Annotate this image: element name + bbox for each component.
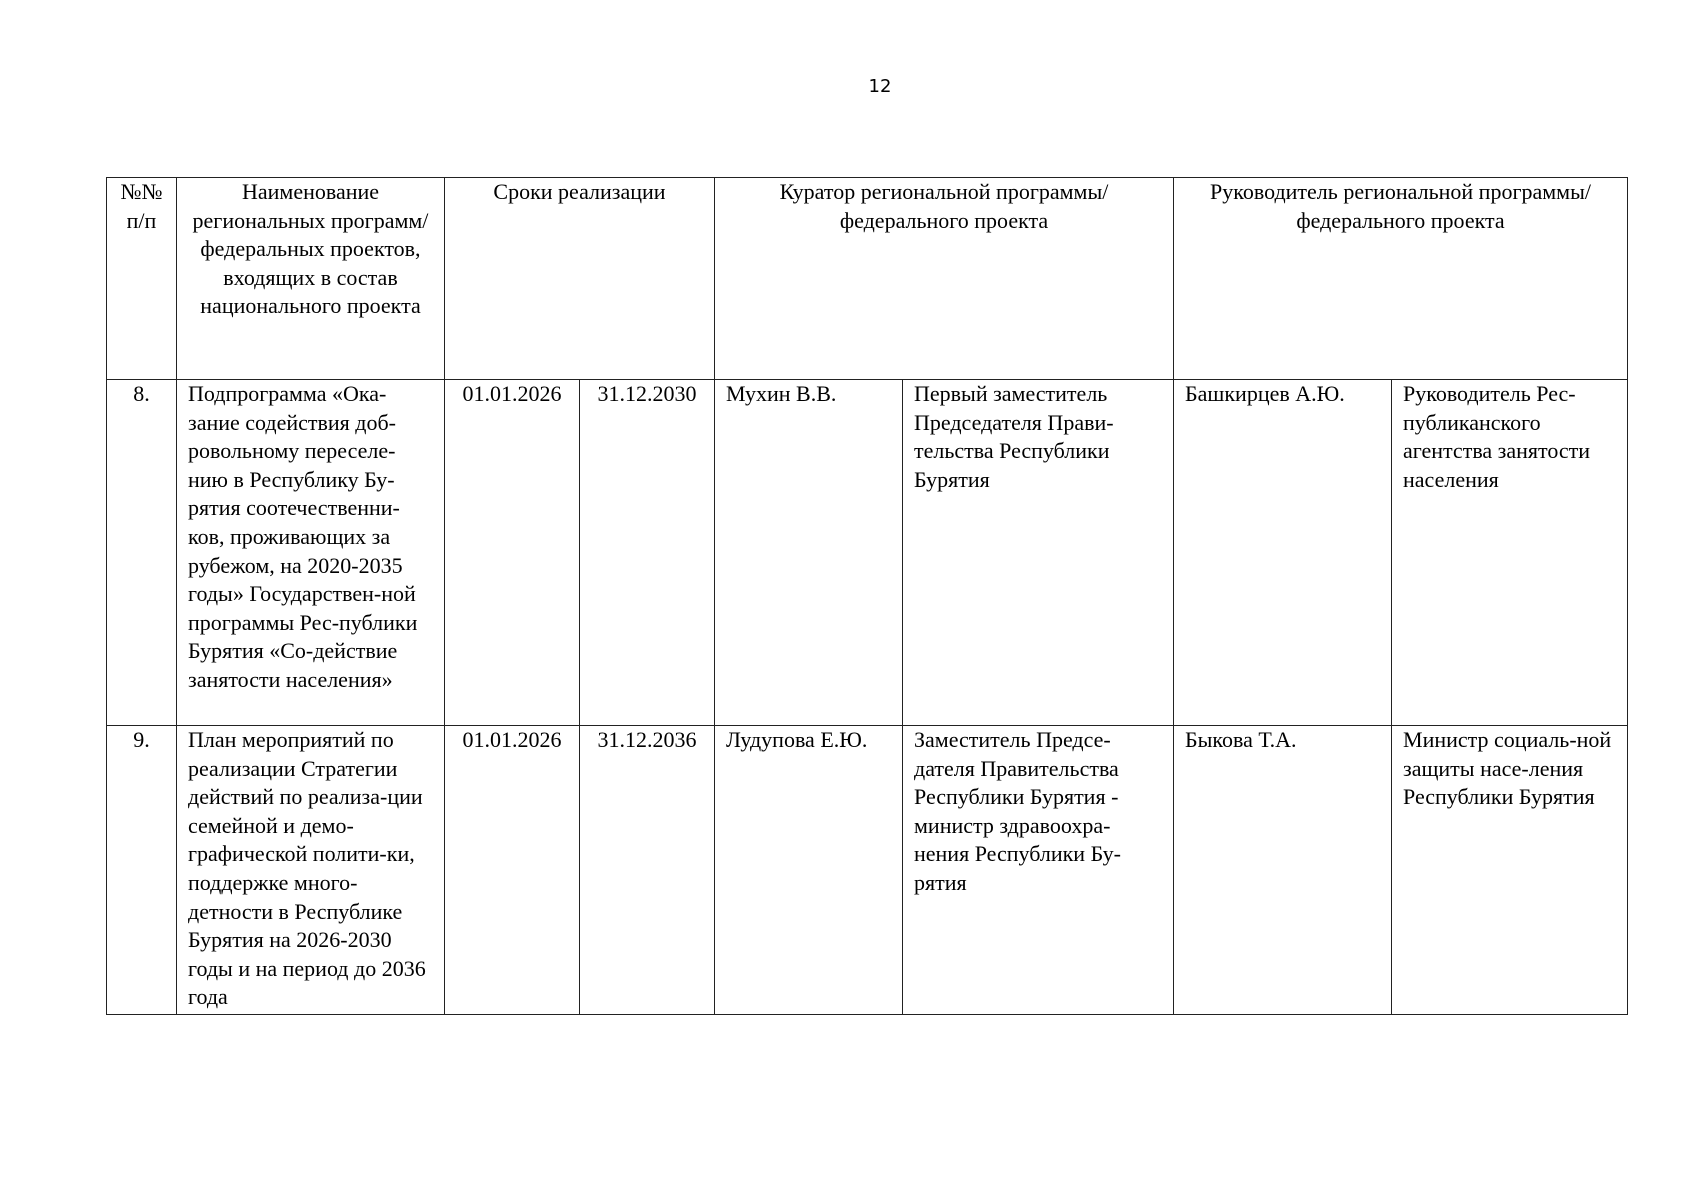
- header-curator: Куратор региональной программы/федерального проекта: [715, 178, 1174, 380]
- row-head-name: Быкова Т.А.: [1174, 726, 1392, 1015]
- row-head-position: Руководитель Рес-публиканского агентства занятости населения: [1392, 380, 1628, 726]
- table-header-row: [107, 178, 1628, 380]
- row-curator-position: Заместитель Предсе-дателя Правительства Республики Бурятия - министр здравоохра-нения Республики Бу-рятия: [903, 726, 1174, 1015]
- row-curator-position: Первый заместитель Председателя Прави-тельства Республики Бурятия: [903, 380, 1174, 726]
- header-name: Наименование региональных программ/ федеральных проектов, входящих в состав национального проекта: [177, 178, 445, 380]
- row-curator-name: Лудупова Е.Ю.: [715, 726, 903, 1015]
- row-program-name: План мероприятий по реализации Стратегии действий по реализа-ции семейной и демо-графической полити-ки, поддержке много-детности в Республике Бурятия на 2026-2030 годы и на период до 2036 года: [177, 726, 445, 1015]
- row-head-name: Башкирцев А.Ю.: [1174, 380, 1392, 726]
- row-end-date: 31.12.2030: [580, 380, 715, 726]
- row-start-date: 01.01.2026: [445, 726, 580, 1015]
- row-head-position: Министр социаль-ной защиты насе-ления Республики Бурятия: [1392, 726, 1628, 1015]
- header-period: Сроки реализации: [445, 178, 715, 380]
- row-end-date: 31.12.2036: [580, 726, 715, 1015]
- row-number: 8.: [107, 380, 177, 726]
- row-start-date: 01.01.2026: [445, 380, 580, 726]
- table-row: [107, 380, 1628, 726]
- row-number: 9.: [107, 726, 177, 1015]
- row-program-name: Подпрограмма «Ока-зание содействия доб-ровольному переселе-нию в Республику Бу-рятия соотечественни-ков, проживающих за рубежом, на 2020-2035 годы» Государствен-ной программы Рес-публики Бурятия «Со-действие занятости населения»: [177, 380, 445, 726]
- national-project-table: [106, 177, 1628, 1015]
- row-curator-name: Мухин В.В.: [715, 380, 903, 726]
- page-number: 12: [868, 76, 892, 97]
- table-row: [107, 726, 1628, 1015]
- header-head: Руководитель региональной программы/федерального проекта: [1174, 178, 1628, 380]
- header-number: №№ п/п: [107, 178, 177, 380]
